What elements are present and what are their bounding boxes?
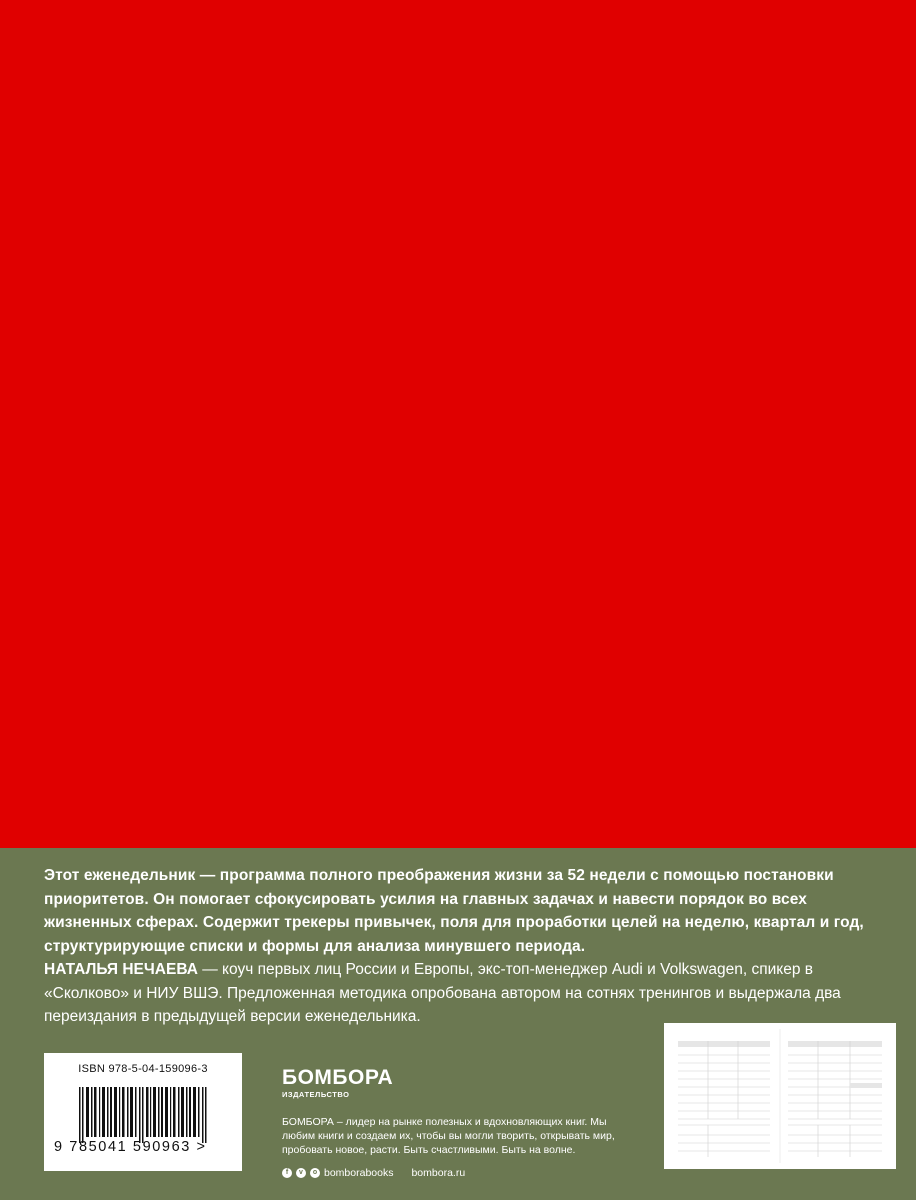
publisher-logo: БОМБОРА [282, 1066, 394, 1089]
facebook-icon[interactable]: f [282, 1168, 292, 1178]
publisher-links [282, 1167, 642, 1179]
author-name: НАТАЛЬЯ НЕЧАЕВА [44, 961, 198, 978]
book-description: Этот еженедельник — программа полного преображения жизни за 52 недели с помощью постановки приоритетов. Он помогает сфокусировать усилия на главных задачах и навести порядок во всех жизненных сферах. Содержит трекеры привычек, поля для проработки целей на неделю, квартал и год, структурирующие списки и формы для анализа минувшего периода. [44, 867, 864, 955]
author-bio-text: — коуч первых лиц России и Европы, экс-топ-менеджер Audi и Volkswagen, спикер в «Сколково» и НИУ ВШЭ. Предложенная методика опробована автором на сотнях тренингов и выдержала два переиздания в предыдущей версии еженедельника. [44, 961, 841, 1025]
publisher-subtitle: ИЗДАТЕЛЬСТВО [282, 1090, 350, 1099]
publisher-handle[interactable]: bomborabooks [324, 1167, 394, 1179]
planner-spread-preview [664, 1023, 896, 1169]
planner-spread-illustration [664, 1023, 896, 1169]
barcode-block [44, 1053, 242, 1171]
author-bio [44, 958, 880, 1029]
isbn-label: ISBN 978-5-04-159096-3 [78, 1063, 208, 1075]
publisher-description: БОМБОРА – лидер на рынке полезных и вдохновляющих книг. Мы любим книги и создаем их, чтобы вы могли творить, открывать мир, пробовать новое, расти. Быть счастливыми. Быть на волне. [282, 1116, 615, 1156]
instagram-icon[interactable]: o [310, 1168, 320, 1178]
vk-icon[interactable]: v [296, 1168, 306, 1178]
publisher-website[interactable]: bombora.ru [411, 1167, 466, 1179]
publisher-block [282, 1067, 642, 1179]
barcode-icon [79, 1087, 209, 1143]
barcode-digits: 9 785041 590963 > [54, 1139, 207, 1155]
